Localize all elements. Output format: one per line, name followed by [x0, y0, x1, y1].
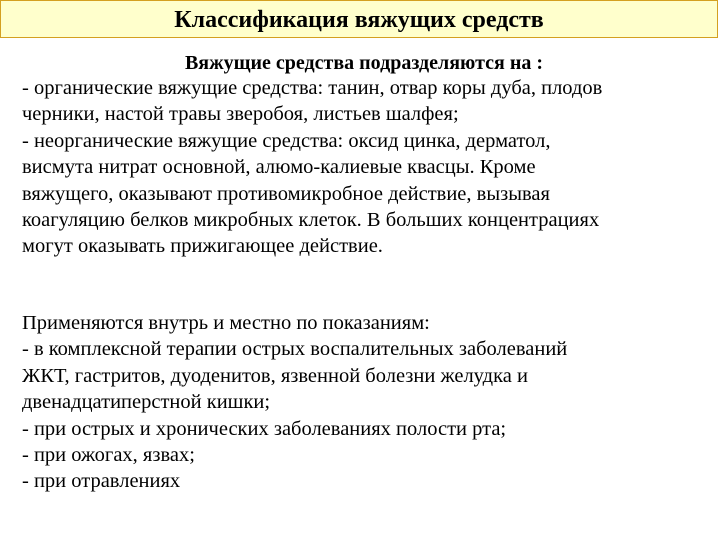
text-line: - органические вяжущие средства: танин, отвар коры дуба, плодов: [22, 77, 603, 99]
indications-paragraph: [22, 310, 712, 495]
text-line: - в комплексной терапии острых воспалительных заболеваний: [22, 338, 568, 361]
text-line: висмута нитрат основной, алюмо-калиевые квасцы. Кроме: [22, 156, 536, 179]
text-line: Применяются внутрь и местно по показаниям:: [22, 312, 430, 334]
slide-subtitle: Вяжущие средства подразделяются на :: [184, 52, 544, 74]
classification-paragraph: [22, 75, 712, 260]
text-line: двенадцатиперстной кишки;: [22, 391, 271, 414]
text-line: ЖКТ, гастритов, дуоденитов, язвенной болезни желудка и: [22, 364, 528, 387]
text-line: коагуляцию белков микробных клеток. В больших концентрациях: [22, 209, 600, 232]
text-line: - при отравлениях: [22, 470, 181, 493]
text-line: вяжущего, оказывают противомикробное действие, вызывая: [22, 182, 550, 205]
text-line: - при острых и хронических заболеваниях полости рта;: [22, 417, 507, 440]
text-line: - при ожогах, язвах;: [22, 444, 195, 467]
text-line: - неорганические вяжущие средства: оксид цинка, дерматол,: [22, 129, 551, 152]
slide-title: Классификация вяжущих средств: [174, 7, 544, 33]
text-line: могут оказывать прижигающее действие.: [22, 235, 383, 258]
text-line: черники, настой травы зверобоя, листьев шалфея;: [22, 103, 459, 126]
title-bar: [0, 0, 718, 38]
